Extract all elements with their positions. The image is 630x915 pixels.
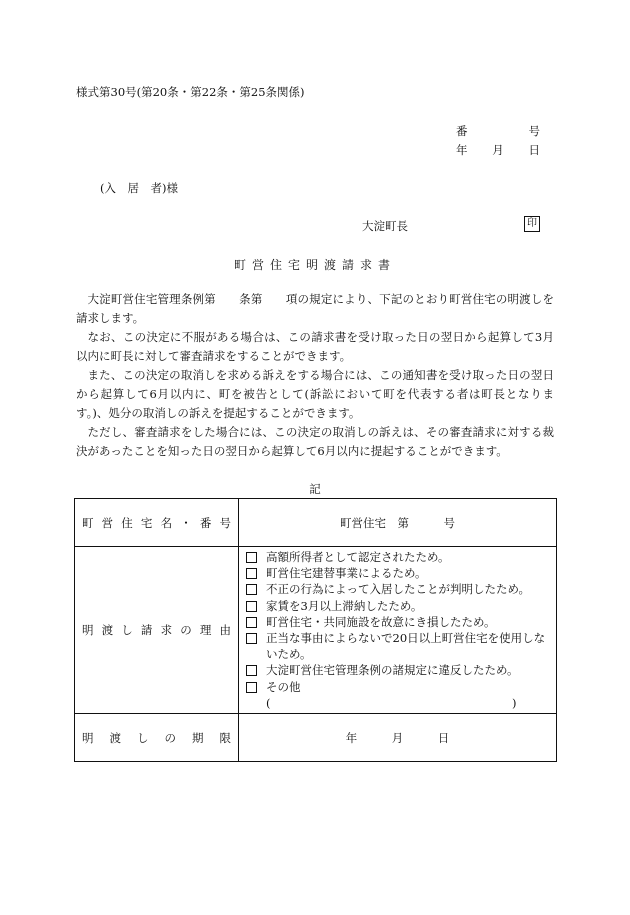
list-item: 町営住宅建替事業によるため。: [245, 565, 550, 581]
deadline-value: 年 月 日: [239, 714, 557, 762]
date-month: 月: [492, 143, 504, 157]
reason-label: 明渡し請求の理由: [75, 547, 239, 714]
addressee: (入 居 者)様: [100, 181, 178, 195]
reference-number-line: [456, 123, 540, 139]
form-number: 様式第30号(第20条・第22条・第25条関係): [76, 85, 305, 99]
checkbox-icon[interactable]: [246, 633, 257, 644]
paragraph: 大淀町営住宅管理条例第 条第 項の規定により、下記のとおり町営住宅の明渡しを請求します。: [76, 292, 554, 325]
number-suffix: 号: [528, 124, 540, 138]
list-item: その他( ): [245, 679, 550, 711]
ki-marker: 記: [309, 482, 321, 496]
request-table: [74, 498, 557, 762]
body-text: [76, 290, 554, 461]
list-item: 町営住宅・共同施設を故意にき損したため。: [245, 614, 550, 630]
checkbox-icon[interactable]: [246, 601, 257, 612]
checkbox-icon[interactable]: [246, 682, 257, 693]
paragraph: なお、この決定に不服がある場合は、この請求書を受け取った日の翌日から起算して3月以内に町長に対して審査請求をすることができます。: [76, 330, 554, 363]
date-day: 日: [528, 143, 540, 157]
reason-cell: [239, 547, 557, 714]
table-row: [75, 714, 557, 762]
seal-mark: 印: [524, 216, 540, 232]
date-year: 年: [456, 143, 468, 157]
number-label: 番: [456, 124, 468, 138]
list-item: 家賃を3月以上滞納したため。: [245, 598, 550, 614]
table-row: [75, 499, 557, 547]
paragraph: また、この決定の取消しを求める訴えをする場合には、この通知書を受け取った日の翌日から起算して6月以内に、町を被告として(訴訟において町を代表する者は町長となります。)、処分の取消しの訴えを提起することができます。: [76, 368, 554, 420]
checkbox-icon[interactable]: [246, 552, 257, 563]
housing-name-value: 町営住宅 第 号: [239, 499, 557, 547]
list-item: 正当な事由によらないで20日以上町営住宅を使用しないため。: [245, 630, 550, 662]
checkbox-icon[interactable]: [246, 568, 257, 579]
paragraph: ただし、審査請求をした場合には、この決定の取消しの訴えは、その審査請求に対する裁決があったことを知った日の翌日から起算して6月以内に提起することができます。: [76, 425, 554, 458]
checkbox-icon[interactable]: [246, 584, 257, 595]
checkbox-icon[interactable]: [246, 665, 257, 676]
table-row: [75, 547, 557, 714]
checkbox-icon[interactable]: [246, 617, 257, 628]
reason-list: [239, 547, 556, 713]
list-item: 大淀町営住宅管理条例の諸規定に違反したため。: [245, 662, 550, 678]
document-title: 町営住宅明渡請求書: [233, 258, 396, 272]
deadline-label: 明渡しの期限: [75, 714, 239, 762]
housing-name-label: 町営住宅名・番号: [75, 499, 239, 547]
issuer-name: 大淀町長: [362, 219, 408, 233]
list-item: 高額所得者として認定されたため。: [245, 549, 550, 565]
list-item: 不正の行為によって入居したことが判明したため。: [245, 581, 550, 597]
reference-date-line: [456, 142, 540, 158]
